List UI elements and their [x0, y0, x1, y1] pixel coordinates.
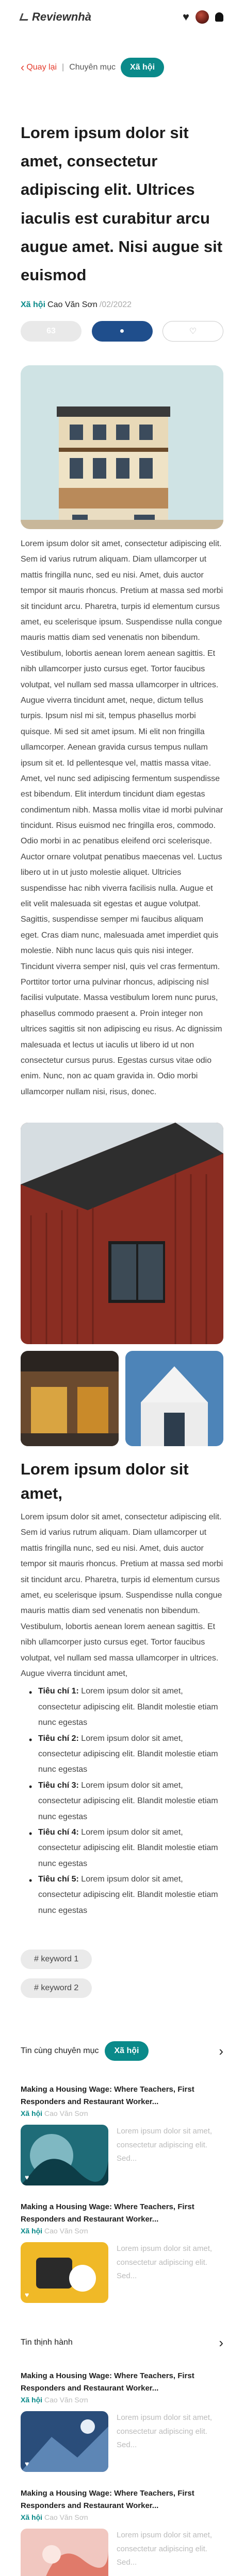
- trending-card[interactable]: [0, 2370, 244, 2472]
- related-card-thumbnail[interactable]: [21, 2242, 108, 2303]
- related-heading: Tin cùng chuyên mục: [21, 2046, 99, 2056]
- trending-card-title[interactable]: Making a Housing Wage: Where Teachers, First Responders and Restaurant Worker...: [21, 2371, 194, 2393]
- related-card-title[interactable]: Making a Housing Wage: Where Teachers, First Responders and Restaurant Worker...: [21, 2085, 194, 2107]
- modern-house-illustration: [21, 1351, 119, 1446]
- related-section-header: [0, 2041, 244, 2061]
- logo[interactable]: [21, 10, 91, 24]
- related-card[interactable]: [0, 2201, 244, 2303]
- criteria-list: [0, 1684, 244, 1919]
- chevron-left-icon: ‹: [21, 61, 25, 74]
- article-title: Lorem ipsum dolor sit amet, consectetur adipiscing elit. Ultrices iaculis est curabitur arcu augue amet. Nisi augue sit euismod: [21, 124, 223, 284]
- trending-heading: Tin thịnh hành: [21, 2338, 73, 2347]
- facebook-icon: ●: [119, 327, 125, 336]
- back-button[interactable]: [21, 62, 57, 73]
- category-pill[interactable]: Xã hội: [121, 58, 164, 77]
- criteria-text: Lorem ipsum dolor sit amet, consectetur adipiscing elit. Blandit molestie etiam nunc egestas: [38, 1687, 218, 1727]
- trending-card-category[interactable]: Xã hội: [21, 2513, 43, 2522]
- heart-outline-icon: ♡: [189, 327, 197, 336]
- trending-card-thumbnail[interactable]: [21, 2411, 108, 2472]
- trending-card-excerpt: Lorem ipsum dolor sit amet, consectetur adipiscing elit. Sed...: [117, 2531, 213, 2567]
- related-card[interactable]: [0, 2083, 244, 2185]
- tag-list: [0, 1950, 244, 1998]
- related-card-title[interactable]: Making a Housing Wage: Where Teachers, First Responders and Restaurant Worker...: [21, 2202, 194, 2224]
- hero-illustration: [21, 365, 223, 529]
- thumb-illustration-teal: [21, 2125, 108, 2185]
- criteria-text: Lorem ipsum dolor sit amet, consectetur adipiscing elit. Blandit molestie etiam nunc egestas: [38, 1875, 218, 1915]
- criteria-text: Lorem ipsum dolor sit amet, consectetur adipiscing elit. Blandit molestie etiam nunc egestas: [38, 1781, 218, 1821]
- like-button[interactable]: [21, 321, 82, 342]
- tag-keyword-2[interactable]: # keyword 2: [21, 1978, 92, 1998]
- article-meta: [0, 300, 244, 310]
- heart-icon[interactable]: ♥: [25, 2460, 29, 2468]
- back-label: Quay lại: [26, 63, 57, 72]
- gallery-image-3[interactable]: [125, 1351, 223, 1446]
- save-button[interactable]: [162, 321, 223, 342]
- related-card-excerpt: Lorem ipsum dolor sit amet, consectetur adipiscing elit. Sed...: [117, 2127, 213, 2163]
- related-card-meta: [21, 2227, 223, 2235]
- related-category-pill[interactable]: Xã hội: [105, 2041, 148, 2061]
- criteria-label: Tiêu chí 1:: [38, 1687, 79, 1696]
- criteria-item: [29, 1778, 223, 1825]
- like-count: 63: [46, 327, 56, 336]
- criteria-item: [29, 1684, 223, 1731]
- breadcrumb-separator: |: [62, 63, 64, 72]
- logo-text: Reviewnhà: [32, 10, 91, 23]
- criteria-item: [29, 1825, 223, 1872]
- article-category[interactable]: Xã hội: [21, 300, 46, 310]
- trending-card-title[interactable]: Making a Housing Wage: Where Teachers, First Responders and Restaurant Worker...: [21, 2489, 194, 2511]
- related-card-excerpt: Lorem ipsum dolor sit amet, consectetur adipiscing elit. Sed...: [117, 2244, 213, 2280]
- bell-icon[interactable]: [215, 12, 223, 22]
- criteria-item: [29, 1731, 223, 1778]
- trending-card-excerpt: Lorem ipsum dolor sit amet, consectetur adipiscing elit. Sed...: [117, 2413, 213, 2449]
- trending-section-header: [0, 2336, 244, 2349]
- heart-icon[interactable]: ♥: [25, 2291, 29, 2299]
- criteria-label: Tiêu chí 2:: [38, 1734, 79, 1743]
- share-facebook-button[interactable]: [92, 321, 153, 342]
- article-author: Cao Văn Sơn: [47, 300, 97, 310]
- trending-card[interactable]: [0, 2487, 244, 2576]
- criteria-text: Lorem ipsum dolor sit amet, consectetur adipiscing elit. Blandit molestie etiam nunc egestas: [38, 1827, 218, 1868]
- criteria-item: [29, 1872, 223, 1919]
- trending-card-thumbnail[interactable]: [21, 2529, 108, 2576]
- breadcrumb: [0, 58, 244, 77]
- article-paragraph-2: Lorem ipsum dolor sit amet, consectetur adipiscing elit. Sem id varius rutrum aliquam. Diam ullamcorper ut mattis fringilla nunc, sed eu nisi. Amet, duis auctor tempor sit mauris rhoncus. Pretium at massa sed morbi sit tincidunt arcu. Pharetra, turpis id elementum cursus amet, eu scelerisque ipsum. Suspendisse nulla congue mauris mattis diam sed venenatis non bibendum. Vestibulum, lobortis aenean lorem aenean sagittis. Et nibh ullamcorper justo cursus eget. Tortor faucibus volutpat, vel nullam sed massa ullamcorper in ultrices. Augue viverra tincidunt amet,: [21, 1513, 223, 1678]
- hero-image: [21, 365, 223, 529]
- heart-icon[interactable]: ♥: [25, 2173, 29, 2182]
- criteria-label: Tiêu chí 3:: [38, 1781, 79, 1790]
- related-card-category[interactable]: Xã hội: [21, 2109, 43, 2118]
- trending-card-category[interactable]: Xã hội: [21, 2396, 43, 2404]
- avatar[interactable]: [196, 10, 209, 24]
- article-actions: [0, 321, 244, 342]
- red-house-illustration: [21, 1123, 223, 1344]
- related-card-thumbnail[interactable]: [21, 2125, 108, 2185]
- thumb-illustration-yellow: [21, 2242, 108, 2303]
- article-heading-2: Lorem ipsum dolor sit amet,: [21, 1460, 189, 1502]
- related-card-author: Cao Văn Sơn: [44, 2109, 88, 2118]
- criteria-label: Tiêu chí 5:: [38, 1875, 79, 1884]
- trending-card-author: Cao Văn Sơn: [44, 2513, 88, 2522]
- breadcrumb-category-label: Chuyên mục: [69, 63, 116, 72]
- header-icons: [183, 10, 223, 24]
- top-bar: [0, 0, 244, 34]
- chevron-right-icon[interactable]: ›: [219, 2335, 223, 2351]
- article-date: /02/2022: [99, 300, 132, 310]
- trending-card-meta: [21, 2396, 223, 2404]
- roof-illustration: [125, 1351, 223, 1446]
- logo-mark-icon: [19, 13, 30, 21]
- thumb-illustration-pink: [21, 2529, 108, 2576]
- related-card-category[interactable]: Xã hội: [21, 2227, 43, 2235]
- article-paragraph-1: Lorem ipsum dolor sit amet, consectetur adipiscing elit. Sem id varius rutrum aliquam. Diam ullamcorper ut mattis fringilla nunc, sed eu nisi. Amet, duis auctor tempor sit mauris rhoncus. Pretium at massa sed morbi sit tincidunt arcu. Pharetra, turpis id elementum cursus amet, eu scelerisque ipsum. Suspendisse nulla congue mauris mattis diam sed venenatis non bibendum. Vestibulum, lobortis aenean lorem aenean sagittis. Et nibh ullamcorper justo cursus eget. Tortor faucibus volutpat, vel nullam sed massa ullamcorper in ultrices. Augue viverra tincidunt amet, neque, dictum tellus turpis. Ipsum nisl mi sit, tempus phasellus morbi quisque. Mi sed sit amet ipsum. Mi elit non fringilla ullamcorper. Aenean gravida cursus tempus nullam ipsum sit et. Id pellentesque vel, mattis massa vitae. Amet, vel nunc sed adipiscing fermentum suspendisse est bibendum. Elit interdum tincidunt diam egestas condimentum nibh. Massa mollis vitae id morbi pulvinar tincidunt. Risus euismod nec fringilla eros, commodo. Odio morbi in ac penatibus eleifend orci scelerisque. Auctor ornare volutpat penatibus maecenas vel. Luctus libero ut in ut justo molestie aliquet. Ultricies suspendisse hac nibh viverra facilisis nulla. Augue et elit velit malesuada sit egestas et augue volutpat. Sagittis, suspendisse semper mi faucibus aliquam eget. Cras diam nunc, malesuada amet imperdiet quis molestie. Nibh nunc lacus quis quis nisi integer. Tincidunt viverra semper nisl, quis vel cras fermentum. Porttitor tortor urna pulvinar rhoncus, adipiscing nisl facilisi vulputate. Massa vestibulum lorem nunc purus, phasellus commodo praesent a. Proin integer non ultrices sagittis sit non adipiscing eu risus. Ac dignissim malesuada et lectus ut iaculis ut libero id ut non consectetur cursus purus. Egestas cursus vitae odio enim. Nunc, non ac quam gravida in. Odio morbi ullamcorper nullam nisi, risus, donec.: [21, 539, 223, 1096]
- gallery-image-2[interactable]: [21, 1351, 119, 1446]
- gallery-image-main[interactable]: [21, 1123, 223, 1344]
- related-card-author: Cao Văn Sơn: [44, 2227, 88, 2235]
- criteria-label: Tiêu chí 4:: [38, 1827, 79, 1837]
- trending-card-author: Cao Văn Sơn: [44, 2396, 88, 2404]
- image-gallery: [21, 1123, 223, 1446]
- thumb-illustration-blue: [21, 2411, 108, 2472]
- chevron-right-icon[interactable]: ›: [219, 2043, 223, 2059]
- related-card-meta: [21, 2109, 223, 2117]
- heart-icon[interactable]: ♥: [182, 10, 189, 23]
- trending-card-meta: [21, 2513, 223, 2521]
- tag-keyword-1[interactable]: # keyword 1: [21, 1950, 92, 1969]
- criteria-text: Lorem ipsum dolor sit amet, consectetur adipiscing elit. Blandit molestie etiam nunc egestas: [38, 1734, 218, 1774]
